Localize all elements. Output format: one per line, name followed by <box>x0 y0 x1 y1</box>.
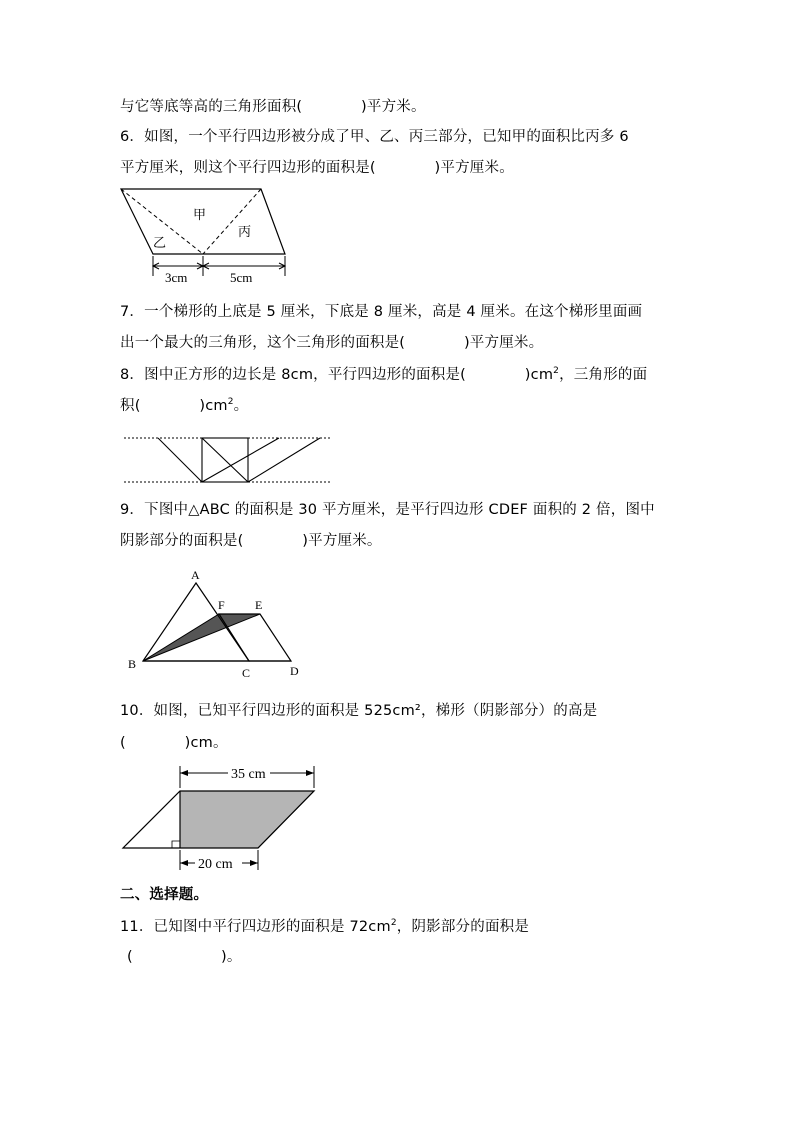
superscript: 2 <box>227 397 234 408</box>
text: ，阴影部分的面积是 <box>396 919 530 935</box>
text: 11．已知图中平行四边形的面积是 72cm <box>120 919 391 935</box>
text-line: 与它等底等高的三角形面积( )平方米。 <box>120 99 426 115</box>
question-6-line2: 平方厘米，则这个平行四边形的面积是( )平方厘米。 <box>120 160 514 176</box>
point-f-label: F <box>218 598 225 612</box>
text: 。 <box>233 398 249 414</box>
arrow-icon <box>180 860 188 866</box>
question-9-line2: 阴影部分的面积是( )平方厘米。 <box>120 533 382 549</box>
point-d-label: D <box>290 664 299 678</box>
measure-3cm: 3cm <box>165 270 188 285</box>
text: ，三角形的面 <box>559 367 648 383</box>
label-yi: 乙 <box>153 235 167 250</box>
superscript: 2 <box>390 918 397 929</box>
label-bing: 丙 <box>238 224 252 239</box>
label-jia: 甲 <box>193 207 207 222</box>
section-2-heading: 二、选择题。 <box>120 887 209 903</box>
right-angle-mark <box>172 841 180 848</box>
arrow-icon <box>306 770 314 776</box>
top-measure-label: 35 cm <box>231 767 266 782</box>
text: 8．图中正方形的边长是 8cm，平行四边形的面积是( )cm <box>120 367 554 383</box>
superscript: 2 <box>553 366 560 377</box>
figure-10-parallelogram-trapezoid <box>120 762 320 872</box>
dashed-line-right <box>203 189 261 254</box>
bottom-measure-label: 20 cm <box>198 857 233 872</box>
question-7-line1: 7．一个梯形的上底是 5 厘米，下底是 8 厘米，高是 4 厘米。在这个梯形里面画 <box>120 304 643 320</box>
question-7-line2: 出一个最大的三角形，这个三角形的面积是( )平方厘米。 <box>120 335 544 351</box>
arrow-icon <box>250 860 258 866</box>
question-10-line2: ( )cm。 <box>120 735 228 751</box>
measure-5cm: 5cm <box>230 270 253 285</box>
question-11-line1 <box>120 917 529 937</box>
point-e-label: E <box>255 598 263 612</box>
point-c-label: C <box>242 666 251 680</box>
parallelogram-right-side <box>248 438 320 482</box>
parallelogram-left-side <box>158 438 202 482</box>
text: 积( )cm <box>120 398 228 414</box>
question-6-line1: 6．如图，一个平行四边形被分成了甲、乙、丙三部分，已知甲的面积比丙多 6 <box>120 129 629 145</box>
point-b-label: B <box>128 657 137 671</box>
figure-9-triangle-parallelogram <box>125 567 315 682</box>
arrow-icon <box>180 770 188 776</box>
figure-6-parallelogram <box>118 186 293 286</box>
shaded-trapezoid <box>180 791 314 848</box>
question-8-line2 <box>120 396 248 416</box>
shaded-triangle <box>143 614 260 661</box>
question-9-line1: 9．下图中△ABC 的面积是 30 平方厘米，是平行四边形 CDEF 面积的 2 倍，图中 <box>120 502 655 518</box>
point-a-label: A <box>191 568 200 582</box>
figure-8-square-parallelogram <box>124 436 334 486</box>
question-8-line1 <box>120 365 647 385</box>
question-11-line2: ( )。 <box>127 949 242 965</box>
question-10-line1: 10．如图，已知平行四边形的面积是 525cm²，梯形（阴影部分）的高是 <box>120 703 598 719</box>
